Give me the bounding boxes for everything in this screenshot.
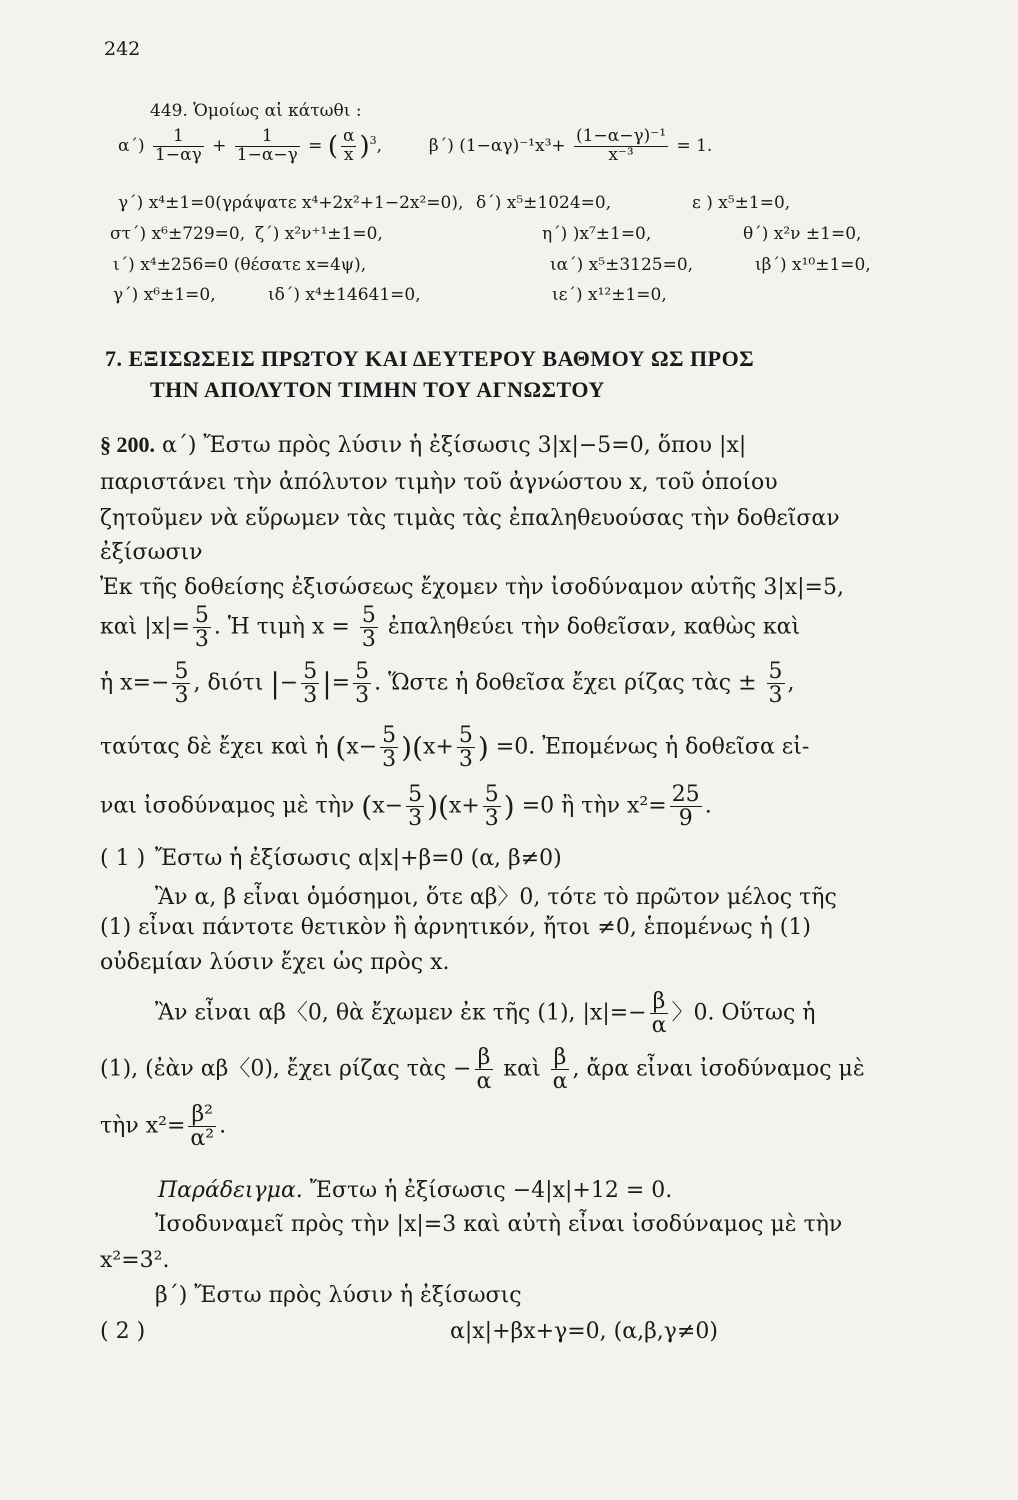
five-thirds-fraction: $\frac{5}{3}$ [484,782,499,832]
exercise-row-4: στ΄) x⁶±729=0, ζ΄) x²ν⁺¹±1=0, η΄) )x⁷±1=0, θ΄) x²ν ±1=0, [110,224,862,244]
body-line-11: Ἂν α, β εἶναι ὁμόσημοι, ὅτε αβ〉0, τότε τὸ πρῶτον μέλος τῆς [155,885,837,910]
beta-label: β΄) [428,135,454,156]
five-thirds-fraction: $\frac{5}{3}$ [361,603,376,653]
five-thirds-fraction: $\frac{5}{3}$ [194,603,209,653]
five-thirds-fraction: $\frac{5}{3}$ [303,659,318,709]
alpha-fraction-1: $\frac{1}{1-\alpha\gamma}$ [155,126,202,165]
page-number: 242 [104,38,141,60]
beta-over-alpha-fraction: $\frac{\beta}{\alpha}$ [476,1045,492,1095]
body-line-3: ζητοῦμεν νὰ εὕρωμεν τὰς τιμὰς τὰς ἐπαληθευούσας τὴν δοθεῖσαν [100,506,840,531]
alpha-fraction-2: $\frac{1}{1-\alpha-\gamma}$ [236,126,298,165]
body-line-16: τὴν x²= $\frac{\text{β²}}{\text{α²}}$ . [100,1102,227,1152]
beta-over-alpha-fraction: $\frac{\beta}{\alpha}$ [651,989,667,1039]
exercise-row-3: γ΄) x⁴±1=0(γράψατε x⁴+2x²+1−2x²=0), δ΄) x⁵±1024=0, ε ) x⁵±1=0, [118,193,791,213]
alpha-rhs-fraction: $\frac{\alpha}{x}$ [342,126,355,165]
exercise-row-6: γ΄) x⁶±1=0, ιδ΄) x⁴±14641=0, ιε΄) x¹²±1=0, [113,285,667,305]
beta-over-alpha-fraction: $\frac{\beta}{\alpha}$ [552,1045,568,1095]
paragraph-number: § 200. [100,432,155,457]
body-line-14: Ἂν εἶναι αβ〈0, θὰ ἔχωμεν ἐκ τῆς (1), |x|=− $\frac{\beta}{\alpha}$ 〉0. Οὕτως ἡ [155,989,816,1039]
body-line-21: α|x|+βx+γ=0, (α,β,γ≠0) [450,1319,718,1344]
section-heading-line-1: 7. ΕΞΙΣΩΣΕΙΣ ΠΡΩΤΟΥ ΚΑΙ ΔΕΥΤΕΡΟΥ ΒΑΘΜΟΥ ΩΣ ΠΡΟΣ [105,346,755,371]
beta-rhs: = 1. [676,135,713,156]
plus-sign: + [212,135,227,156]
body-line-9: ναι ἰσοδύναμος μὲ τὴν (x− $\frac{5}{3}$ )(x+ $\frac{5}{3}$ ) =0 ἢ τὴν x²= $\frac{25}{9}$ . [100,782,712,832]
five-thirds-fraction: $\frac{5}{3}$ [408,782,423,832]
body-line-5: Ἐκ τῆς δοθείσης ἐξισώσεως ἔχομεν τὴν ἰσοδύναμον αὐτῆς 3|x|=5, [100,575,844,600]
twentyfive-ninths-fraction: $\frac{25}{9}$ [671,782,700,832]
body-line-6: καὶ |x|= $\frac{5}{3}$ . Ἡ τιμὴ x = $\frac{5}{3}$ ἐπαληθεύει τὴν δοθεῖσαν, καθὼς καὶ [100,603,801,653]
body-line-7: ἡ x=− $\frac{5}{3}$ , διότι |− $\frac{5}{3}$ |= $\frac{5}{3}$ . Ὥστε ἡ δοθεῖσα ἔχει ρίζας τὰς ± $\frac{5}{3}$ , [100,659,795,709]
exercise-row-5: ι΄) x⁴±256=0 (θέσατε x=4ψ), ια΄) x⁵±3125=0, ιβ΄) x¹⁰±1=0, [113,255,871,275]
equation-number-2: ( 2 ) [100,1319,146,1344]
five-thirds-fraction: $\frac{5}{3}$ [382,723,397,773]
five-thirds-fraction: $\frac{5}{3}$ [768,659,783,709]
body-line-18: Ἰσοδυναμεῖ πρὸς τὴν |x|=3 καὶ αὐτὴ εἶναι ἰσοδύναμος μὲ τὴν [155,1212,843,1237]
beta2-over-alpha2-fraction: $\frac{\text{β²}}{\text{α²}}$ [190,1102,215,1152]
five-thirds-fraction: $\frac{5}{3}$ [458,723,473,773]
exercise-alpha-row: α΄) $\frac{1}{1-\alpha\gamma}$ + $\frac{1}{1-\alpha-\gamma}$ = ( $\frac{\alpha}{x}$ )$^3$, β΄) (1−αγ)⁻¹x³+ $\frac{\text{(1−α−γ)⁻¹}}{\text{x⁻³}}$ = 1. [118,126,713,165]
beta-expression: (1−αγ)⁻¹x³+ [459,135,566,156]
paragraph-200-line-1: § 200. α΄) Ἔστω πρὸς λύσιν ἡ ἐξίσωσις 3|x|−5=0, ὅπου |x| [100,432,747,458]
equation-number-1: ( 1 ) [100,846,146,871]
body-line-2: παριστάνει τὴν ἀπόλυτον τιμὴν τοῦ ἀγνώστου x, τοῦ ὁποίου [100,470,778,495]
body-line-19: x²=3². [100,1248,170,1273]
beta-fraction: $\frac{\text{(1−α−γ)⁻¹}}{\text{x⁻³}}$ [576,126,667,165]
body-line-20: β΄) Ἔστω πρὸς λύσιν ἡ ἐξίσωσις [155,1283,522,1308]
equals-sign: = [308,135,323,156]
five-thirds-fraction: $\frac{5}{3}$ [174,659,189,709]
example-line: Παράδειγμα. Ἔστω ἡ ἐξίσωσις −4|x|+12 = 0. [158,1178,673,1203]
body-line-12: (1) εἶναι πάντοτε θετικὸν ἢ ἀρνητικόν, ἤτοι ≠0, ἑπομένως ἡ (1) [100,915,811,940]
alpha-label: α΄) [118,135,145,156]
exercise-title: 449. Ὁμοίως αἱ κάτωθι : [150,101,362,121]
five-thirds-fraction: $\frac{5}{3}$ [355,659,370,709]
body-line-15: (1), (ἐὰν αβ〈0), ἔχει ρίζας τὰς − $\frac{\beta}{\alpha}$ καὶ $\frac{\beta}{\alpha}$ , ἄρα εἶναι ἰσοδύναμος μὲ [100,1045,865,1095]
body-line-4: ἐξίσωσιν [100,540,203,565]
body-line-13: οὐδεμίαν λύσιν ἔχει ὡς πρὸς x. [100,950,450,975]
alpha-rhs-exponent: 3 [369,134,377,148]
body-line-10: Ἔστω ἡ ἐξίσωσις α|x|+β=0 (α, β≠0) [155,846,562,871]
body-line-8: ταύτας δὲ ἔχει καὶ ἡ (x− $\frac{5}{3}$ )(x+ $\frac{5}{3}$ ) =0. Ἐπομένως ἡ δοθεῖσα εἰ- [100,723,810,773]
section-heading-line-2: ΤΗΝ ΑΠΟΛΥΤΟΝ ΤΙΜΗΝ ΤΟΥ ΑΓΝΩΣΤΟΥ [150,377,605,402]
example-label: Παράδειγμα. [158,1178,303,1203]
